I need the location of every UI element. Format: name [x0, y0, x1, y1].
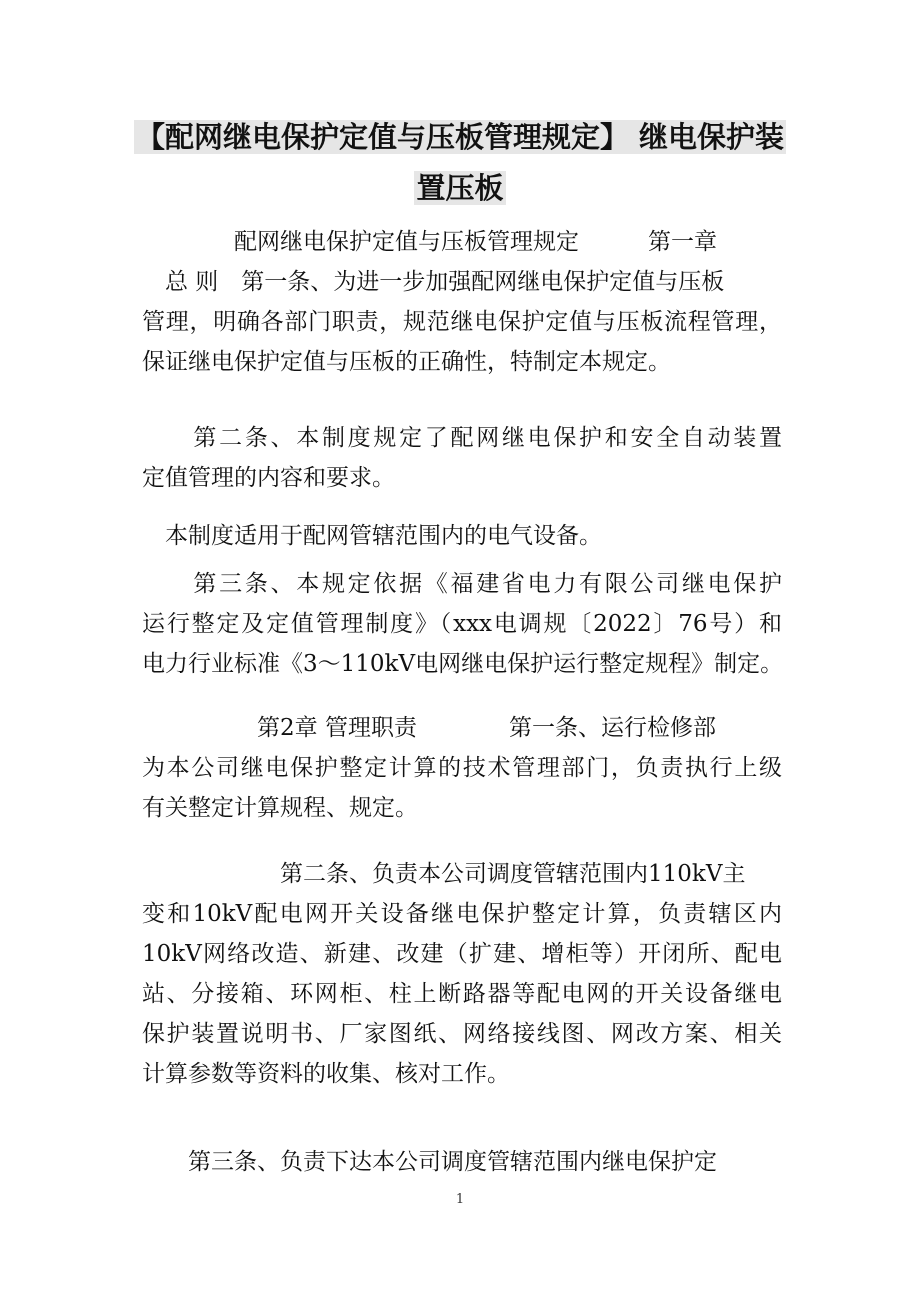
paragraph-line: 配网继电保护定值与压板管理规定 第一章 — [142, 229, 717, 255]
paragraph-line: 保证继电保护定值与压板的正确性，特制定本规定。 — [142, 349, 671, 375]
paragraph-7 — [142, 1142, 782, 1182]
paragraph-line: 第三条、负责下达本公司调度管辖范围内继电保护定 — [142, 1149, 717, 1175]
paragraph-line: 保护装置说明书、厂家图纸、网络接线图、网改方案、相关 — [142, 1021, 782, 1047]
paragraph-line: 第三条、本规定依据《福建省电力有限公司继电保护 — [142, 571, 782, 597]
paragraph-line: 为本公司继电保护整定计算的技术管理部门，负责执行上级 — [142, 755, 782, 781]
paragraph-6 — [142, 854, 782, 1094]
paragraph-1 — [142, 222, 782, 382]
page-number: 1 — [455, 1192, 465, 1207]
paragraph-line: 第二条、负责本公司调度管辖范围内110kV主 — [142, 861, 746, 887]
paragraph-line: 第二条、本制度规定了配网继电保护和安全自动装置 — [142, 425, 782, 451]
paragraph-2 — [142, 418, 782, 498]
paragraph-line: 总 则 第一条、为进一步加强配网继电保护定值与压板 — [142, 269, 725, 295]
paragraph-line: 变和10kV配电网开关设备继电保护整定计算，负责辖区内 — [142, 901, 782, 927]
paragraph-5 — [142, 708, 782, 828]
paragraph-line: 电力行业标准《3～110kV电网继电保护运行整定规程》制定。 — [142, 651, 784, 677]
paragraph-line: 本制度适用于配网管辖范围内的电气设备。 — [142, 523, 602, 549]
title-line-1: 【配网继电保护定值与压板管理规定】 继电保护装 — [135, 120, 785, 154]
paragraph-4 — [142, 564, 782, 684]
paragraph-line: 运行整定及定值管理制度》（xxx电调规〔2022〕76号）和 — [142, 611, 782, 637]
paragraph-line: 10kV网络改造、新建、改建（扩建、增柜等）开闭所、配电 — [142, 941, 782, 967]
paragraph-line: 管理，明确各部门职责，规范继电保护定值与压板流程管理， — [142, 309, 782, 335]
document-title — [130, 112, 790, 214]
paragraph-3 — [142, 516, 782, 556]
paragraph-line: 站、分接箱、环网柜、柱上断路器等配电网的开关设备继电 — [142, 981, 782, 1007]
paragraph-line: 有关整定计算规程、规定。 — [142, 795, 418, 821]
title-line-2: 置压板 — [416, 171, 504, 205]
paragraph-line: 计算参数等资料的收集、核对工作。 — [142, 1061, 510, 1087]
paragraph-line: 第2章 管理职责 第一条、运行检修部 — [142, 715, 716, 741]
paragraph-line: 定值管理的内容和要求。 — [142, 465, 395, 491]
